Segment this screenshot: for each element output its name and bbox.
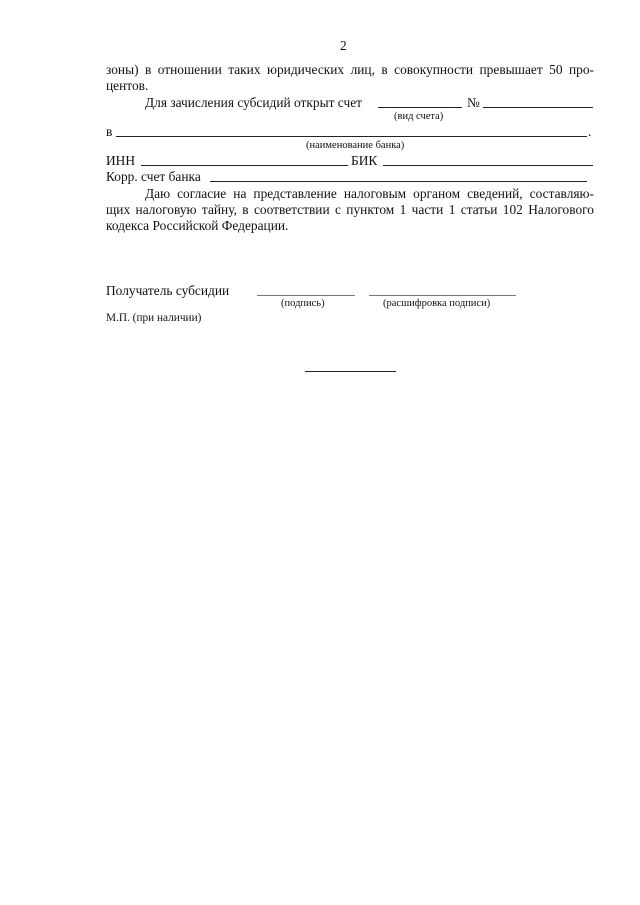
consent-line-1: Даю согласие на представление налоговым органом сведений, составляю- — [145, 186, 594, 201]
signature-decryption-caption: (расшифровка подписи) — [383, 298, 491, 309]
document-end-line — [305, 371, 396, 372]
signature-decryption-line — [369, 295, 516, 296]
corr-account-line — [210, 181, 587, 182]
signature-line — [257, 295, 355, 296]
bank-prefix: в — [106, 124, 113, 139]
consent-line-2: щих налоговую тайну, в соответствии с пунктом 1 части 1 статьи 102 Налогового — [106, 202, 594, 217]
page-number: 2 — [340, 38, 347, 53]
inn-label: ИНН — [106, 153, 136, 168]
consent-line-3: кодекса Российской Федерации. — [106, 218, 289, 233]
bank-name-line — [116, 136, 587, 137]
account-number-line — [483, 107, 593, 108]
paragraph-line-1: зоны) в отношении таких юридических лиц, в совокупности превышает 50 про- — [106, 62, 594, 77]
inn-line — [141, 165, 348, 166]
number-sign: № — [467, 95, 480, 110]
stamp-label: М.П. (при наличии) — [106, 312, 202, 324]
bik-label: БИК — [351, 153, 378, 168]
account-type-caption: (вид счета) — [394, 111, 444, 122]
account-label: Для зачисления субсидий открыт счет — [145, 95, 363, 110]
corr-account-label: Корр. счет банка — [106, 169, 201, 184]
paragraph-line-2: центов. — [106, 78, 149, 93]
recipient-label: Получатель субсидии — [106, 283, 230, 298]
bik-line — [383, 165, 593, 166]
account-type-line — [378, 107, 462, 108]
signature-caption: (подпись) — [281, 298, 325, 309]
bank-name-caption: (наименование банка) — [306, 140, 405, 151]
bank-line-period: . — [588, 124, 592, 139]
